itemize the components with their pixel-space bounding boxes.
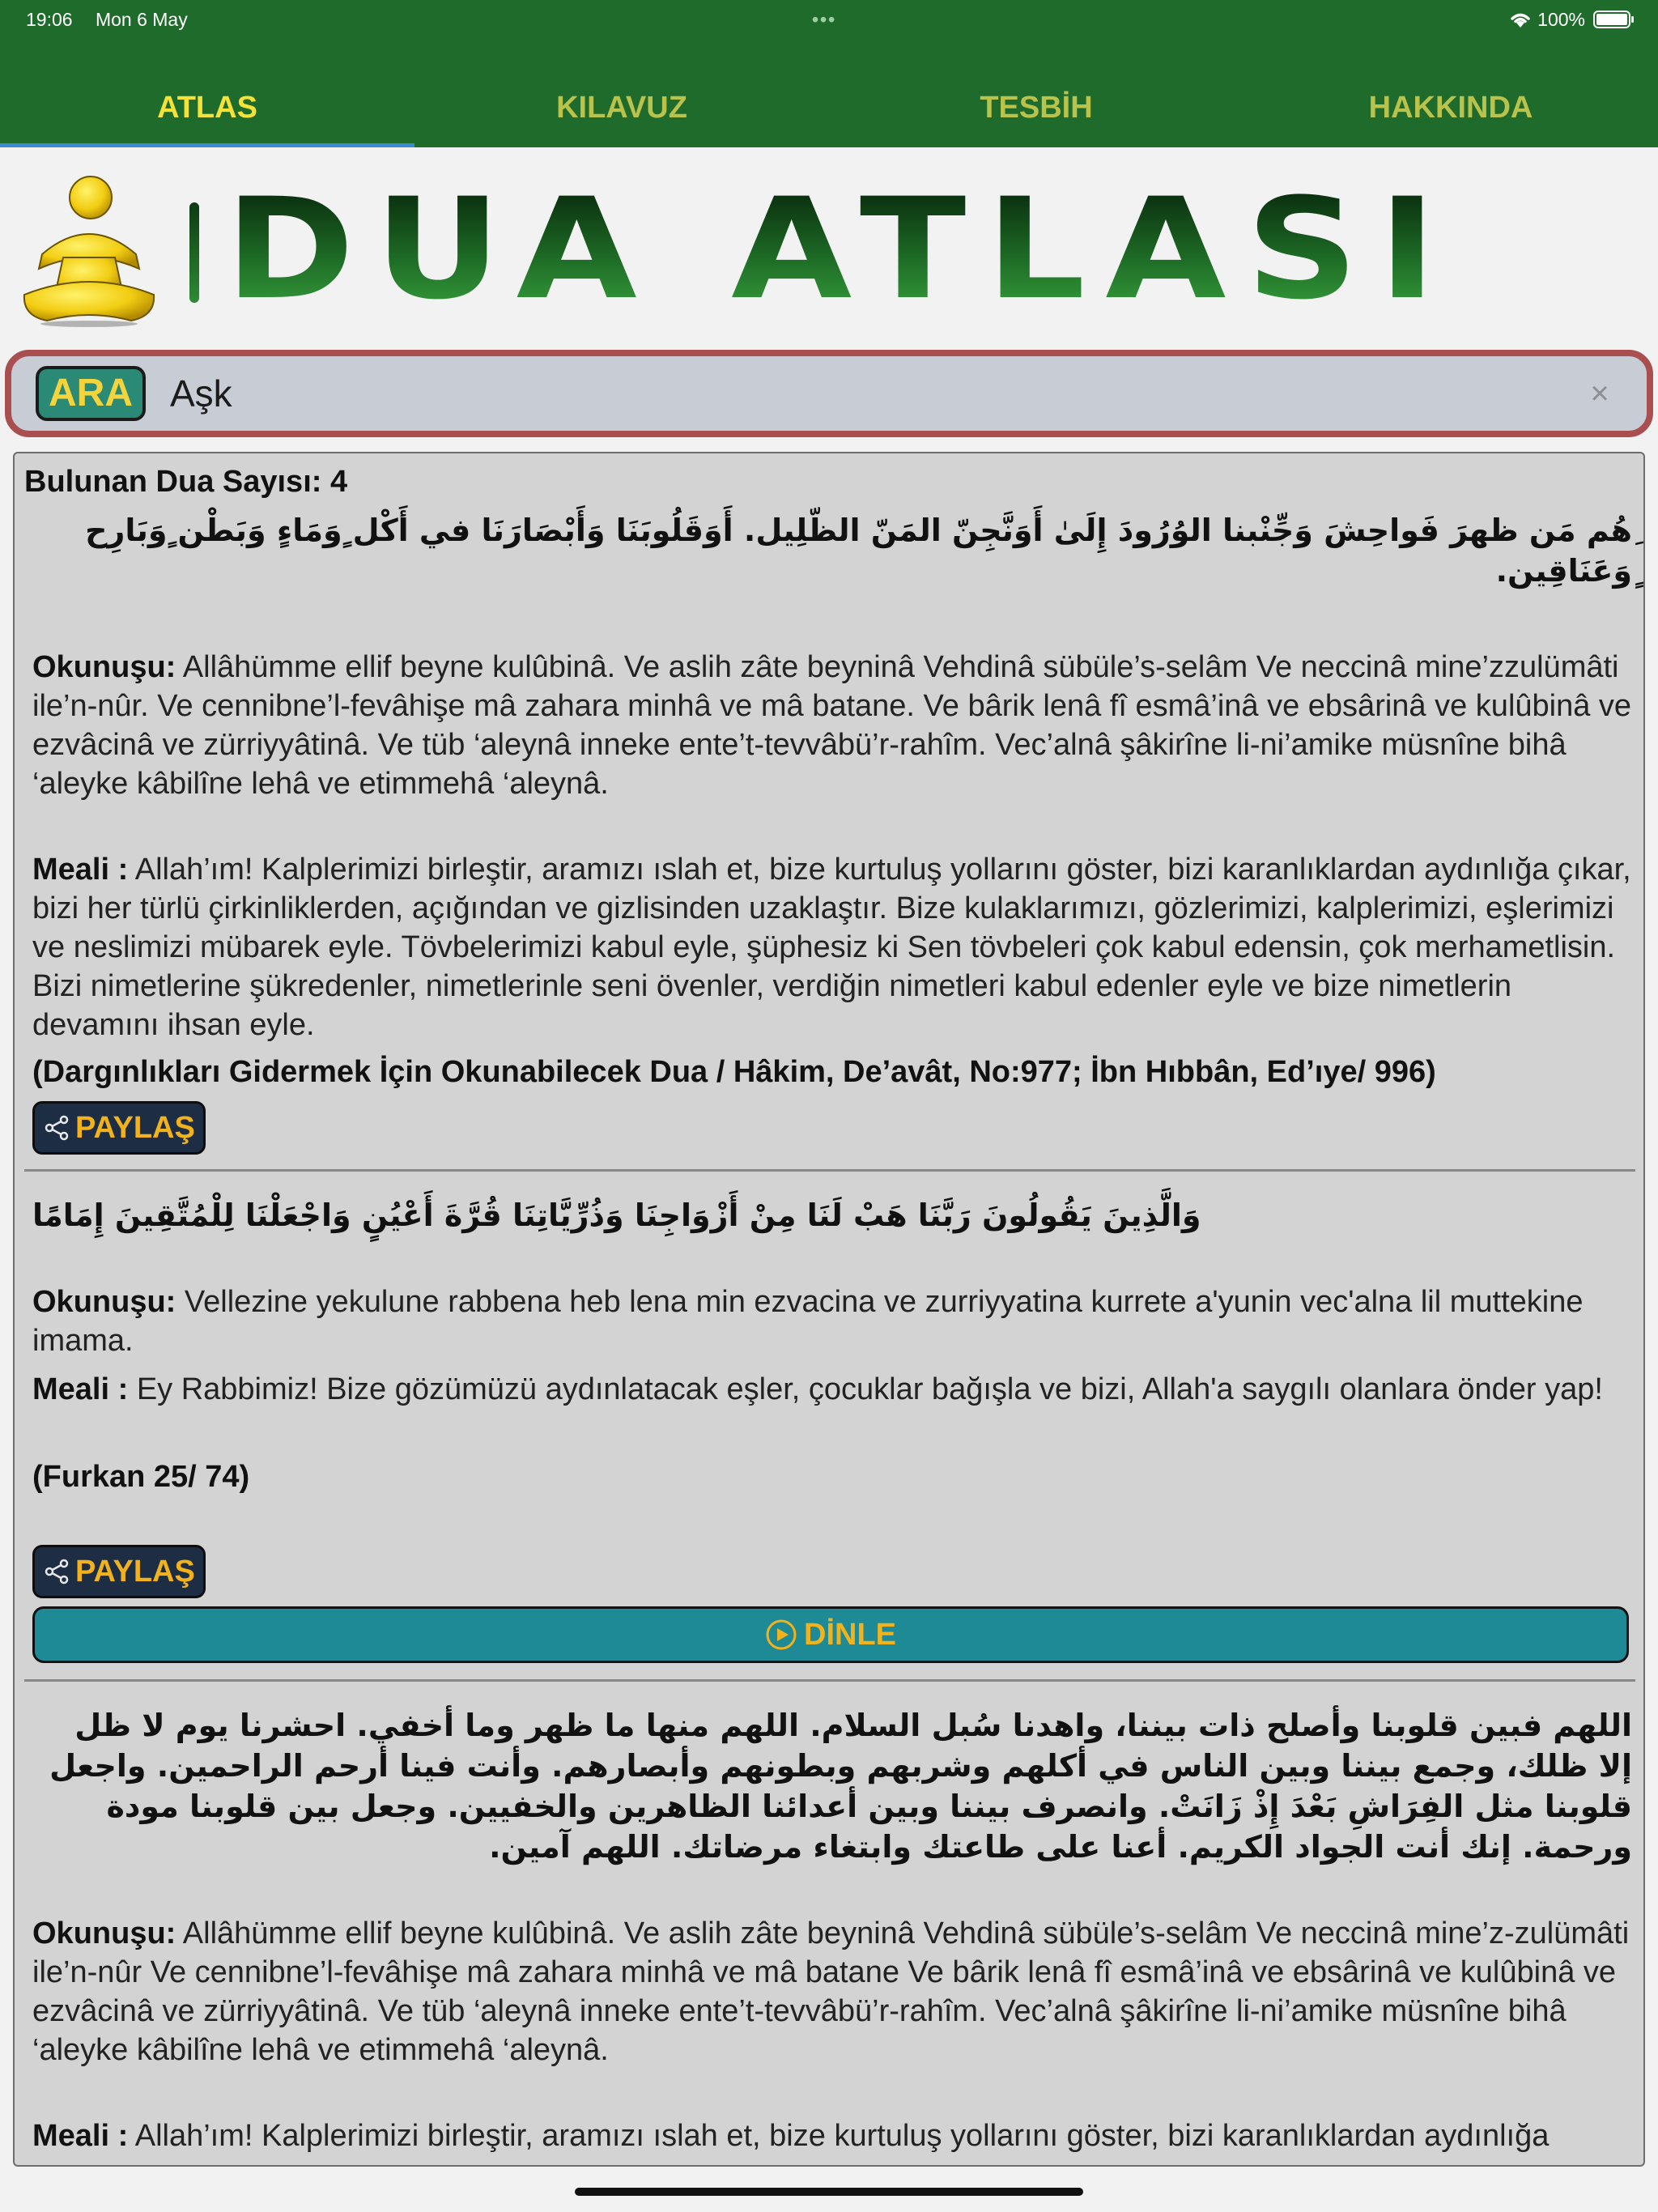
status-date: Mon 6 May (95, 9, 188, 30)
share-label: PAYLAŞ (75, 1110, 195, 1145)
share-label: PAYLAŞ (75, 1554, 195, 1589)
search-input[interactable] (170, 371, 1562, 416)
app-logo (0, 162, 1658, 332)
dua-okunusu (32, 648, 1632, 803)
clear-icon[interactable]: × (1590, 376, 1609, 411)
share-button[interactable] (32, 1101, 206, 1155)
tab-tesbih[interactable]: TESBİH (980, 90, 1093, 125)
results-panel[interactable] (13, 452, 1645, 2167)
status-bar-left (26, 6, 206, 32)
okunusu-label: Okunuşu: (32, 650, 176, 684)
meali-text: Allah’ım! Kalplerimizi birleştir, aramızı ıslah et, bize kurtuluş yollarını göster, bizi karanlıklardan aydınlığa (134, 2119, 1550, 2153)
multitask-dots[interactable]: ••• (812, 9, 837, 30)
dua-reference: (Furkan 25/ 74) (32, 1460, 250, 1494)
dua-item (32, 1195, 1632, 1236)
dua-arabic: اللهم فبين قلوبنا وأصلح ذات بيننا، واهدنا سُبل السلام. اللهم منها ما ظهر وما أخفي. احشرنا يوم لا ظل إلا ظلك، وجمع بيننا وبين الناس في أكلهم وشربهم وبطونهم وأبصارهم. وأنت فينا أرحم الراحمين. واجعل قلوبنا مثل الفِرَاشِ بَعْدَ إِذْ زَانَتْ. وانصرف بيننا وبين أعدائنا الظاهرين والخفيين. وجعل بين قلوبنا مودة ورحمة. إنك أنت الجواد الكريم. أعنا على طاعتك وابتغاء مرضاتك. اللهم آمين. (49, 1708, 1632, 1865)
tab-atlas[interactable]: ATLAS (0, 73, 414, 147)
logo-title: DUA ATLASI (225, 168, 1456, 330)
dua-okunusu (32, 1283, 1632, 1360)
play-icon (765, 1619, 797, 1651)
battery-percent: 100% (1537, 9, 1585, 30)
dua-meali (32, 2116, 1632, 2155)
meali-label: Meali : (32, 2119, 129, 2153)
meali-text: Ey Rabbimiz! Bize gözümüzü aydınlatacak eşler, çocuklar bağışla ve bizi, Allah'a saygılı olanlara önder yap! (136, 1372, 1603, 1406)
dua-item (32, 1705, 1632, 1867)
battery-icon (1593, 11, 1630, 28)
listen-label: DİNLE (804, 1617, 896, 1652)
tab-kilavuz[interactable]: KILAVUZ (556, 90, 687, 125)
home-indicator[interactable] (575, 2188, 1083, 2196)
tab-hakkinda[interactable]: HAKKINDA (1368, 90, 1533, 125)
dua-meali (32, 1370, 1632, 1409)
tab-bar (0, 73, 1658, 147)
status-time: 19:06 (26, 9, 73, 30)
okunusu-text: Allâhümme ellif beyne kulûbinâ. Ve aslih zâte beyninâ Vehdinâ sübüle’s-selâm Ve neccinâ mine’zzulümâti ile’n-nûr. Ve cennibne’l-fevâhişe mâ zahara minhâ ve mâ batane. Ve bârik lenâ fî esmâ’inâ ve ebsârinâ ve kulûbinâ ve ezvâcinâ ve zürriyyâtinâ. Ve tüb ‘aleynâ inneke ente’t-tevvâbü’r-rahîm. Vec’alnâ şâkirîne li-ni’amike müsnîne bihâ ‘aleyke kâbilîne lehâ ve etimmehâ ‘aleynâ. (32, 650, 1632, 801)
share-icon (43, 1558, 70, 1585)
dua-item (32, 510, 1632, 591)
search-bar (5, 350, 1653, 437)
dua-arabic: ِهُم مَن ظهرَ فَواحِشَ وَجِّنْبنا الوُرُودَ إِلَىٰ أَوَنَّجِنّ المَنّ الظّلِيل. أَوَقَلُوبَنَا وَأَبْصَارَنَا في أَكْل ٍوَمَاءٍ وَبَطْن ٍوَبَارِح ٍوَعَنَاقِين. (85, 513, 1632, 589)
divider (24, 1169, 1635, 1172)
dua-okunusu (32, 1914, 1632, 2069)
divider (24, 1679, 1635, 1682)
dua-reference: (Dargınlıkları Gidermek İçin Okunabilecek Dua / Hâkim, De’avât, No:977; İbn Hıbbân, Ed’ıye/ 996) (32, 1055, 1436, 1089)
share-button[interactable] (32, 1545, 206, 1598)
okunusu-label: Okunuşu: (32, 1916, 176, 1950)
header-bar (0, 0, 1658, 147)
status-bar-right (1508, 6, 1630, 32)
meali-label: Meali : (32, 853, 129, 887)
okunusu-text: Allâhümme ellif beyne kulûbinâ. Ve aslih zâte beyninâ Vehdinâ sübüle’s-selâm Ve neccinâ mine’z-zulümâti ile’n-nûr Ve cennibne’l-fevâhişe mâ zahara minhâ ve mâ batane Ve bârik lenâ fî esmâ’inâ ve ebsârinâ ve kulûbinâ ve ezvâcinâ ve zürriyyâtinâ. Ve tüb ‘aleynâ inneke ente’t-tevvâbü’r-rahîm. Vec’alnâ şâkirîne li-ni’amike müsnîne bihâ ‘aleyke kâbilîne lehâ ve etimmehâ ‘aleynâ. (32, 1916, 1630, 2067)
okunusu-label: Okunuşu: (32, 1285, 176, 1319)
logo-separator (189, 202, 199, 303)
meali-label: Meali : (32, 1372, 129, 1406)
listen-button[interactable] (32, 1606, 1629, 1663)
share-icon (43, 1114, 70, 1142)
okunusu-text: Vellezine yekulune rabbena heb lena min ezvacina ve zurriyyatina kurrete a'yunin vec'alna lil muttekine imama. (32, 1285, 1584, 1358)
meali-text: Allah’ım! Kalplerimizi birleştir, aramızı ıslah et, bize kurtuluş yollarını göster, bizi karanlıklardan aydınlığa çıkar, bizi her türlü çirkinliklerden, açığından ve gizlisinden uzaklaştır. Bize kulaklarımızı, gözlerimizi, kalplerimizi, eşlerimizi ve neslimizi mübarek eyle. Tövbelerimizi kabul eyle, şüphesiz ki Sen tövbeleri çok kabul edensin, çok merhametlisin. Bizi nimetlerine şükredenler, nimetlerinle seni övenler, verdiğin nimetleri kabul edenler eyle ve bize nimetlerin devamını ihsan eyle. (32, 853, 1631, 1042)
wifi-icon (1508, 10, 1533, 29)
dua-meali (32, 850, 1632, 1044)
praying-figure-icon (18, 173, 160, 327)
result-count: Bulunan Dua Sayısı: 4 (24, 465, 348, 499)
search-button[interactable]: ARA (36, 366, 146, 421)
dua-arabic: وَالَّذِينَ يَقُولُونَ رَبَّنَا هَبْ لَنَا مِنْ أَزْوَاجِنَا وَذُرِّيَّاتِنَا قُرَّةَ أَعْيُنٍ وَاجْعَلْنَا لِلْمُتَّقِينَ إِمَامًا (32, 1197, 1201, 1233)
